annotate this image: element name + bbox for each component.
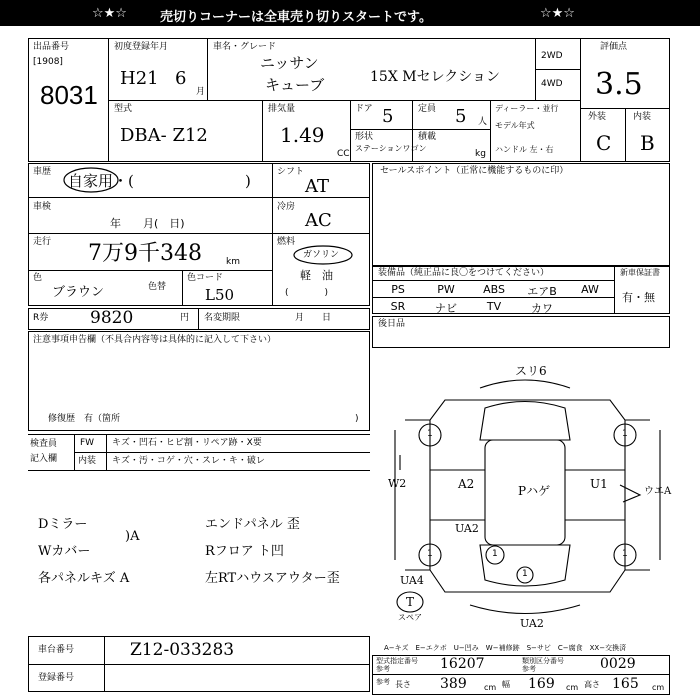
color-code: L50 (205, 286, 235, 304)
grade: 15X Mセレクション (370, 69, 501, 85)
diagram-label-uea: ウエA (644, 486, 672, 497)
lot-label: 出品番号 (33, 42, 70, 52)
fuel-gas: ガソリン (303, 250, 340, 260)
reg-label: 登録番号 (38, 673, 75, 683)
height-label: 高さ (584, 680, 600, 689)
sales-label: セールスポイント（正常に機能するものに印） (380, 166, 569, 176)
mileage: 7万9千348 (88, 241, 202, 266)
month-unit: 月 (196, 87, 206, 97)
equip-pw: PW (437, 283, 455, 296)
loading-label: 積載 (418, 132, 437, 142)
height: 165 (612, 676, 639, 692)
diagram-circle-6: 1 (522, 569, 528, 579)
diagram-label-ua2-left: UA2 (455, 522, 479, 535)
note-right-2: Rフロア ト凹 (205, 544, 284, 559)
handle-label: ハンドル 左・右 (495, 145, 554, 154)
yen-unit: 円 (180, 313, 190, 323)
recycle-label: R券 (33, 313, 49, 323)
color-code-label: 色コード (187, 273, 224, 283)
diagram-label-t: T (406, 595, 415, 609)
banner-title: 売切りコーナーは全車売り切りスタートです。 (160, 10, 432, 25)
history-close: ) (245, 172, 251, 190)
class-num-label: 類別区分番号 (522, 657, 564, 665)
note-left-3: 各パネルキズ A (38, 571, 130, 586)
ac-label: 冷房 (277, 202, 296, 212)
width-unit: cm (566, 683, 579, 692)
fuel-diesel: 軽 油 (300, 269, 333, 282)
note-left-1: Dミラー (38, 517, 88, 532)
diagram-label-w2: W2 (388, 477, 407, 490)
wd2: 2WD (541, 51, 563, 61)
diagram-label-a2: A2 (458, 477, 475, 491)
repair-close: ) (355, 414, 359, 424)
equip-abs: ABS (483, 283, 505, 296)
lot-number: 8031 (40, 80, 98, 110)
length-label: 長さ (395, 680, 411, 689)
chassis-label: 車台番号 (38, 645, 75, 655)
ac: AC (305, 210, 332, 231)
chassis-number: Z12-033283 (130, 640, 235, 660)
class-num: 0029 (600, 656, 636, 672)
int-items: キズ・汚・コゲ・穴・スレ・キ・破レ (112, 456, 265, 466)
type-value: DBA- Z12 (120, 125, 208, 146)
doors-label: ドア (355, 104, 373, 114)
length: 389 (440, 676, 467, 692)
car-name-label: 車名・グレード (213, 42, 277, 52)
diagram-label-spare: スペア (398, 613, 422, 622)
diagram-circle-4: 1 (622, 549, 628, 559)
legend: A−キズ E−エクボ U−凹み W−補修跡 S−サビ C−腐食 XX−交換済 (384, 644, 627, 652)
equip-label: 装備品（純正品に良〇をつけてください） (378, 268, 550, 278)
mileage-label: 走行 (33, 237, 52, 247)
diagram-label-ua2-bottom: UA2 (520, 617, 544, 630)
type-label: 型式 (114, 104, 133, 114)
doors: 5 (382, 106, 394, 127)
equip-tv: TV (486, 300, 502, 313)
banner (0, 0, 700, 26)
equip-airbag: エアB (527, 285, 557, 298)
change-deadline-label: 名変期限 (204, 313, 241, 323)
fw-items: キズ・凹石・ヒビ割・リペア跡・X要 (112, 438, 262, 448)
inspection-label: 車検 (33, 202, 52, 212)
diagram-circle-1: 1 (427, 429, 433, 439)
color-label: 色 (33, 273, 43, 283)
interior-label: 内装 (633, 112, 652, 122)
fuel-circle (292, 244, 354, 266)
km-unit: km (226, 257, 240, 267)
capacity: 5 (455, 106, 467, 127)
note-left-2: Wカバー (38, 544, 91, 559)
fuel-label: 燃料 (277, 237, 296, 247)
equip-navi: ナビ (435, 302, 457, 315)
int-label: 内装 (78, 456, 97, 466)
note-paren: )A (125, 529, 140, 544)
post-label: 後日品 (378, 319, 406, 329)
inspection: 年 月( 日) (110, 217, 185, 230)
score-label: 評価点 (600, 42, 628, 52)
displacement: 1.49 (280, 123, 325, 147)
note-right-3: 左RTハウスアウター歪 (205, 571, 340, 586)
repair-label: 修復歴 有（箇所 (48, 414, 121, 424)
dims-ref: 参考 (376, 678, 390, 686)
cc-unit: CC (337, 149, 350, 159)
banner-stars-left: ☆★☆ (92, 6, 127, 21)
shape: ステーションワゴン (355, 144, 427, 153)
first-reg-month: 6 (175, 68, 187, 89)
color-change-label: 色替 (148, 282, 167, 292)
inspector-label-2: 記入欄 (30, 454, 58, 464)
equip-aw: AW (581, 283, 599, 296)
new-warranty-label: 新車保証書 (620, 268, 660, 277)
height-unit: cm (652, 683, 665, 692)
width-label: 幅 (502, 680, 510, 689)
diagram-label-u1: U1 (590, 477, 608, 491)
score: 3.5 (595, 67, 643, 102)
type-num: 16207 (440, 656, 485, 672)
shape-label: 形状 (355, 132, 374, 142)
displacement-label: 排気量 (268, 104, 296, 114)
banner-stars-right: ☆★☆ (540, 6, 575, 21)
fuel-paren: ( ) (285, 288, 329, 298)
maker: ニッサン (260, 54, 319, 72)
diagram-circle-5: 1 (492, 549, 498, 559)
diagram-circle-3: 1 (427, 549, 433, 559)
shift: AT (305, 176, 330, 197)
shift-label: シフト (277, 167, 305, 177)
equip-ps: PS (391, 283, 405, 296)
change-deadline: 月 日 (295, 313, 332, 323)
notes-label: 注意事項申告欄（不具合内容等は具体的に記入して下さい） (33, 335, 277, 345)
sales-box (372, 163, 670, 266)
interior-grade: B (640, 131, 655, 155)
model: キューブ (265, 76, 325, 94)
inspector-label-1: 検査員 (30, 439, 58, 449)
diagram-top-note: スリ6 (515, 364, 547, 378)
type-num-label: 型式指定番号 (376, 657, 418, 665)
equip-leather: カワ (531, 302, 553, 315)
note-right-1: エンドパネル 歪 (205, 517, 300, 532)
class-num-ref: 参考 (522, 665, 536, 673)
history-label: 車歴 (33, 167, 52, 177)
exterior-grade: C (596, 131, 612, 155)
type-num-ref: 参考 (376, 665, 390, 673)
history-circle (62, 166, 120, 194)
dealer-label: ディーラー・並行 (495, 104, 559, 113)
first-reg-label: 初度登録年月 (114, 42, 169, 52)
fw-label: FW (80, 438, 95, 448)
wd4: 4WD (541, 79, 563, 89)
length-unit: cm (484, 683, 497, 692)
diagram-label-phage: Pハゲ (518, 484, 551, 498)
model-year-label: モデル年式 (495, 121, 535, 130)
exterior-label: 外装 (588, 112, 607, 122)
width: 169 (528, 676, 555, 692)
first-reg-year: H21 (120, 68, 159, 89)
history: 自家用・( (68, 172, 134, 190)
color: ブラウン (52, 285, 105, 300)
new-warranty: 有・無 (622, 291, 655, 304)
kg-unit: kg (475, 149, 486, 159)
lot-sub: [1908] (33, 57, 63, 67)
recycle: 9820 (90, 308, 134, 328)
diagram-label-ua4: UA4 (400, 574, 424, 587)
equip-sr: SR (390, 300, 406, 313)
capacity-label: 定員 (418, 104, 437, 114)
person-unit: 人 (478, 117, 488, 127)
post-items-box (372, 316, 670, 348)
diagram-circle-2: 1 (622, 429, 628, 439)
